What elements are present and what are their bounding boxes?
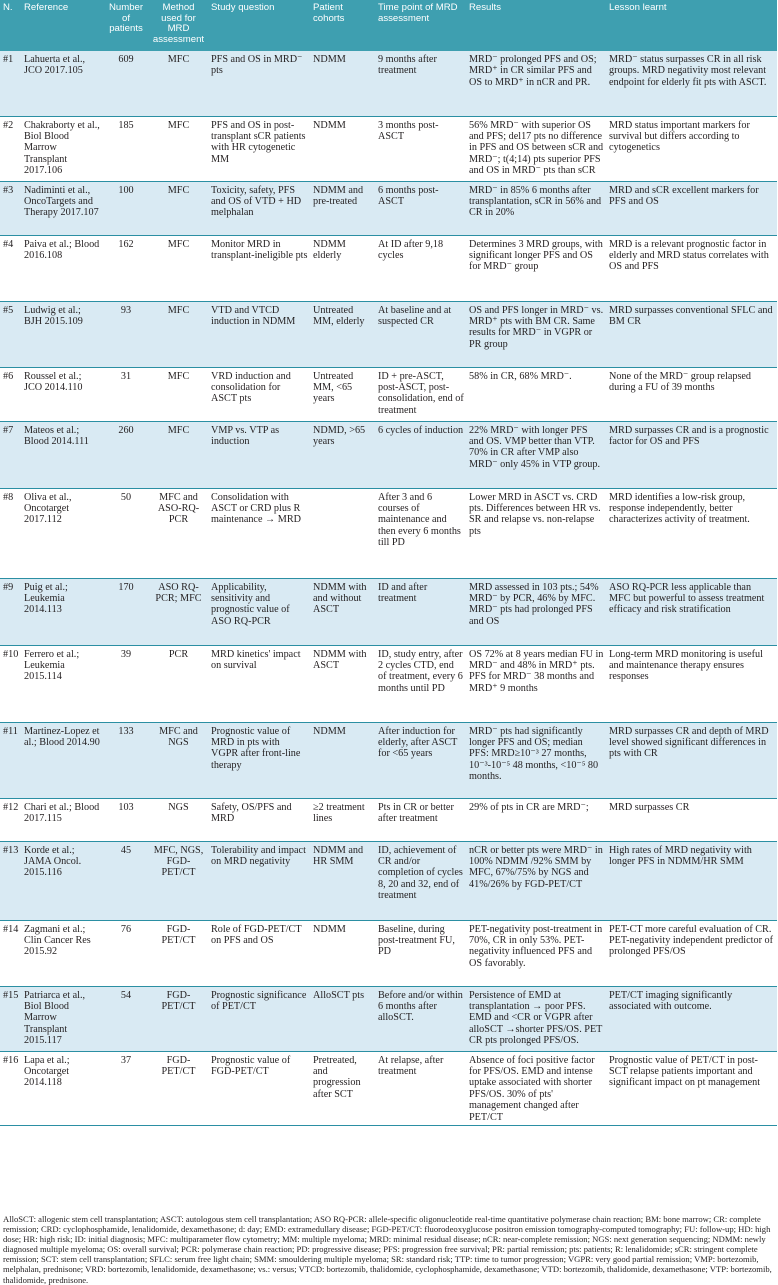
table-row — [0, 578, 777, 645]
cell-method: MFC — [148, 51, 208, 116]
cell-n: #16 — [0, 1051, 21, 1125]
cell-method: NGS — [148, 798, 208, 841]
cell-question: PFS and OS in MRD⁻ pts — [208, 51, 310, 116]
cell-lesson: High rates of MRD negativity with longer PFS in NDMM/HR SMM — [606, 841, 777, 920]
cell-method: FGD-PET/CT — [148, 986, 208, 1051]
table-row — [0, 116, 777, 181]
header-method: Method used for MRD assessment — [148, 0, 208, 51]
cell-time: Baseline, during post-treatment FU, PD — [375, 920, 466, 986]
cell-n: #1 — [0, 51, 21, 116]
cell-time: 6 months post-ASCT — [375, 181, 466, 235]
cell-n: #7 — [0, 421, 21, 488]
cell-results: OS 72% at 8 years median FU in MRD⁻ and 48% in MRD⁺ pts. PFS for MRD⁻ 38 months and MRD⁺ 9 months — [466, 645, 606, 722]
cell-patients: 45 — [103, 841, 148, 920]
cell-lesson: MRD surpasses CR — [606, 798, 777, 841]
cell-results: nCR or better pts were MRD⁻ in 100% NDMM /92% SMM by MFC, 67%/75% by NGS and 41%/26% by FGD-PET/CT — [466, 841, 606, 920]
cell-method: PCR — [148, 645, 208, 722]
cell-lesson: MRD status important markers for survival but differs according to cytogenetics — [606, 116, 777, 181]
cell-method: MFC — [148, 367, 208, 421]
cell-reference: Lahuerta et al., JCO 2017.105 — [21, 51, 103, 116]
cell-results: MRD⁻ in 85% 6 months after transplantation, sCR in 56% and CR in 20% — [466, 181, 606, 235]
cell-reference: Lapa et al.; Oncotarget 2014.118 — [21, 1051, 103, 1125]
cell-reference: Chakraborty et al., Biol Blood Marrow Transplant 2017.106 — [21, 116, 103, 181]
cell-question: Consolidation with ASCT or CRD plus R maintenance → MRD — [208, 488, 310, 578]
cell-reference: Puig et al.; Leukemia 2014.113 — [21, 578, 103, 645]
cell-reference: Mateos et al.; Blood 2014.111 — [21, 421, 103, 488]
cell-patients: 133 — [103, 722, 148, 798]
cell-cohorts: NDMM with and without ASCT — [310, 578, 375, 645]
cell-time: ID and after treatment — [375, 578, 466, 645]
cell-n: #3 — [0, 181, 21, 235]
cell-method: FGD-PET/CT — [148, 1051, 208, 1125]
cell-patients: 76 — [103, 920, 148, 986]
header-n: N. — [0, 0, 21, 51]
header-row — [0, 0, 777, 51]
cell-lesson: Long-term MRD monitoring is useful and maintenance therapy ensures responses — [606, 645, 777, 722]
cell-reference: Nadiminti et al., OncoTargets and Therapy 2017.107 — [21, 181, 103, 235]
cell-lesson: MRD and sCR excellent markers for PFS and OS — [606, 181, 777, 235]
cell-n: #12 — [0, 798, 21, 841]
cell-method: FGD-PET/CT — [148, 920, 208, 986]
cell-question: VMP vs. VTP as induction — [208, 421, 310, 488]
cell-question: Prognostic significance of PET/CT — [208, 986, 310, 1051]
cell-n: #4 — [0, 235, 21, 301]
table-row — [0, 1051, 777, 1125]
cell-results: MRD⁻ prolonged PFS and OS; MRD⁺ in CR similar PFS and OS to MRD⁺ in nCR and PR. — [466, 51, 606, 116]
cell-n: #11 — [0, 722, 21, 798]
cell-cohorts: NDMM — [310, 51, 375, 116]
cell-question: Monitor MRD in transplant-ineligible pts — [208, 235, 310, 301]
cell-method: MFC, NGS, FGD-PET/CT — [148, 841, 208, 920]
cell-cohorts: Untreated MM, elderly — [310, 301, 375, 367]
cell-method: MFC — [148, 421, 208, 488]
cell-n: #5 — [0, 301, 21, 367]
cell-n: #9 — [0, 578, 21, 645]
cell-results: MRD⁻ pts had significantly longer PFS and OS; median PFS: MRD≥10⁻³ 27 months, 10⁻³-10⁻⁵ 48 months, <10⁻⁵ 80 months. — [466, 722, 606, 798]
cell-results: MRD assessed in 103 pts.; 54% MRD⁻ by PCR, 46% by MFC. MRD⁻ pts had prolonged PFS and OS — [466, 578, 606, 645]
cell-patients: 170 — [103, 578, 148, 645]
cell-patients: 260 — [103, 421, 148, 488]
cell-time: ID + pre-ASCT, post-ASCT, post-consolidation, end of treatment — [375, 367, 466, 421]
cell-n: #6 — [0, 367, 21, 421]
cell-time: After induction for elderly, after ASCT for <65 years — [375, 722, 466, 798]
cell-question: MRD kinetics' impact on survival — [208, 645, 310, 722]
cell-reference: Ludwig et al.; BJH 2015.109 — [21, 301, 103, 367]
header-cohorts: Patient cohorts — [310, 0, 375, 51]
cell-patients: 39 — [103, 645, 148, 722]
cell-cohorts: Untreated MM, <65 years — [310, 367, 375, 421]
cell-method: MFC — [148, 116, 208, 181]
cell-time: Pts in CR or better after treatment — [375, 798, 466, 841]
cell-lesson: MRD⁻ status surpasses CR in all risk groups. MRD negativity most relevant endpoint for elderly fit pts with ASCT. — [606, 51, 777, 116]
cell-question: Prognostic value of FGD-PET/CT — [208, 1051, 310, 1125]
table-row — [0, 235, 777, 301]
cell-n: #8 — [0, 488, 21, 578]
cell-question: VRD induction and consolidation for ASCT pts — [208, 367, 310, 421]
header-question: Study question — [208, 0, 310, 51]
cell-method: MFC — [148, 235, 208, 301]
cell-lesson: PET-CT more careful evaluation of CR. PET-negativity independent predictor of prolonged PFS/OS — [606, 920, 777, 986]
cell-results: Lower MRD in ASCT vs. CRD pts. Differences between HR vs. SR and relapse vs. non-relapse pts — [466, 488, 606, 578]
cell-results: Determines 3 MRD groups, with significant longer PFS and OS for MRD⁻ group — [466, 235, 606, 301]
cell-patients: 609 — [103, 51, 148, 116]
header-reference: Reference — [21, 0, 103, 51]
cell-patients: 93 — [103, 301, 148, 367]
cell-n: #2 — [0, 116, 21, 181]
cell-time: At ID after 9,18 cycles — [375, 235, 466, 301]
table-row — [0, 722, 777, 798]
cell-n: #10 — [0, 645, 21, 722]
cell-lesson: MRD surpasses CR and depth of MRD level showed significant differences in pts with CR — [606, 722, 777, 798]
table-row — [0, 421, 777, 488]
cell-cohorts: NDMM — [310, 116, 375, 181]
table-body — [0, 51, 777, 1125]
cell-method: MFC — [148, 181, 208, 235]
cell-lesson: Prognostic value of PET/CT in post-SCT relapse patients important and significant impact on pt management — [606, 1051, 777, 1125]
cell-question: Prognostic value of MRD in pts with VGPR after front-line therapy — [208, 722, 310, 798]
cell-results: Absence of foci positive factor for PFS/OS. EMD and intense uptake associated with shorter PFS/OS. 30% of pts' management changed after PET/CT — [466, 1051, 606, 1125]
cell-method: MFC and ASO-RQ-PCR — [148, 488, 208, 578]
table-row — [0, 367, 777, 421]
cell-cohorts: AlloSCT pts — [310, 986, 375, 1051]
cell-cohorts: NDMM with ASCT — [310, 645, 375, 722]
cell-lesson: MRD surpasses conventional SFLC and BM CR — [606, 301, 777, 367]
header-lesson: Lesson learnt — [606, 0, 777, 51]
cell-time: 3 months post-ASCT — [375, 116, 466, 181]
cell-lesson: MRD surpasses CR and is a prognostic factor for OS and PFS — [606, 421, 777, 488]
cell-patients: 162 — [103, 235, 148, 301]
table-row — [0, 301, 777, 367]
cell-reference: Chari et al.; Blood 2017.115 — [21, 798, 103, 841]
header-results: Results — [466, 0, 606, 51]
cell-question: Tolerability and impact on MRD negativity — [208, 841, 310, 920]
cell-question: Safety, OS/PFS and MRD — [208, 798, 310, 841]
cell-results: 56% MRD⁻ with superior OS and PFS; del17 pts no difference in PFS and OS between sCR and MRD⁻; t(4;14) pts superior PFS and OS in MRD⁻ pts than sCR — [466, 116, 606, 181]
cell-time: ID, study entry, after 2 cycles CTD, end of treatment, every 6 months until PD — [375, 645, 466, 722]
cell-cohorts: Pretreated, and progression after SCT — [310, 1051, 375, 1125]
cell-results: Persistence of EMD at transplantation → poor PFS. EMD and <CR or VGPR after alloSCT →shorter PFS/OS. PET CR pts prolonged PFS/OS. — [466, 986, 606, 1051]
cell-cohorts — [310, 488, 375, 578]
table-row — [0, 798, 777, 841]
abbreviations-footnote: AlloSCT: allogenic stem cell transplantation; ASCT: autologous stem cell transplantation; ASO RQ-PCR: allele-specific oligonucleotide real-time quantitative polymerase chain reaction; BM: bone marrow; CR: complete remission; CRD: cyclophosphamide, lenalidomide, dexamethasone; d: day; EMD: extramedullary disease; FGD-PET/CT: fluorodeoxyglucose positron emission tomography-computed tomography; FU: follow-up; HD: high dose; HR: high risk; ID: initial diagnosis; MFC: multiparameter flow cytometry; MM: multiple myeloma; MRD: minimal residual disease; nCR: near-complete remission; NGS: next generation sequencing; NDMM: newly diagnosed multiple myeloma; OS: overall survival; PCR: polymerase chain reaction; PD: progressive disease; PFS: progression free survival; PR: partial remission; pts: patients; R: lenalidomide; sCR: stringent complete remission; SCT: stem cell transplantation; SFLC: serum free light chain; SMM: smouldering multiple myeloma; SR: standard risk; TTP: time to tumor progression; VGPR: very good partial remission; VMP: bortezomib, melphalan, prednisone; VRD: bortezomib, lenalidomide, dexamethasone; vs.: versus; VTCD: bortezomib, thalidomide, cyclophosphamide, dexamethasone; VTD: bortezomib, thalidomide, dexamethasone; VTP: bortezomib, thalidomide, prednisone. — [3, 1214, 772, 1285]
cell-cohorts: NDMM and pre-treated — [310, 181, 375, 235]
cell-reference: Roussel et al.; JCO 2014.110 — [21, 367, 103, 421]
cell-reference: Martinez-Lopez et al.; Blood 2014.90 — [21, 722, 103, 798]
cell-cohorts: NDMM elderly — [310, 235, 375, 301]
cell-patients: 100 — [103, 181, 148, 235]
cell-question: Toxicity, safety, PFS and OS of VTD + HD melphalan — [208, 181, 310, 235]
cell-lesson: ASO RQ-PCR less applicable than MFC but powerful to assess treatment efficacy and risk stratification — [606, 578, 777, 645]
cell-patients: 103 — [103, 798, 148, 841]
cell-question: PFS and OS in post-transplant sCR patients with HR cytogenetic MM — [208, 116, 310, 181]
cell-cohorts: NDMM — [310, 722, 375, 798]
cell-lesson: None of the MRD⁻ group relapsed during a FU of 39 months — [606, 367, 777, 421]
cell-lesson: PET/CT imaging significantly associated with outcome. — [606, 986, 777, 1051]
cell-method: MFC and NGS — [148, 722, 208, 798]
cell-reference: Oliva et al., Oncotarget 2017.112 — [21, 488, 103, 578]
cell-patients: 31 — [103, 367, 148, 421]
cell-reference: Korde et al.; JAMA Oncol. 2015.116 — [21, 841, 103, 920]
cell-method: ASO RQ-PCR; MFC — [148, 578, 208, 645]
cell-results: 22% MRD⁻ with longer PFS and OS. VMP better than VTP. 70% in CR after VMP also MRD⁻ only 45% in VTP group. — [466, 421, 606, 488]
cell-n: #15 — [0, 986, 21, 1051]
cell-time: After 3 and 6 courses of maintenance and then every 6 months till PD — [375, 488, 466, 578]
cell-time: 9 months after treatment — [375, 51, 466, 116]
cell-cohorts: NDMD, >65 years — [310, 421, 375, 488]
header-patients: Number of patients — [103, 0, 148, 51]
cell-lesson: MRD is a relevant prognostic factor in elderly and MRD status correlates with OS and PFS — [606, 235, 777, 301]
table-row — [0, 986, 777, 1051]
cell-time: At relapse, after treatment — [375, 1051, 466, 1125]
cell-question: Applicability, sensitivity and prognostic value of ASO RQ-PCR — [208, 578, 310, 645]
table-row — [0, 841, 777, 920]
cell-results: 58% in CR, 68% MRD⁻. — [466, 367, 606, 421]
cell-n: #14 — [0, 920, 21, 986]
cell-method: MFC — [148, 301, 208, 367]
cell-patients: 50 — [103, 488, 148, 578]
cell-time: Before and/or within 6 months after alloSCT. — [375, 986, 466, 1051]
cell-cohorts: NDMM — [310, 920, 375, 986]
cell-lesson: MRD identifies a low-risk group, response independently, better characterizes activity of treatment. — [606, 488, 777, 578]
cell-patients: 185 — [103, 116, 148, 181]
cell-reference: Paiva et al.; Blood 2016.108 — [21, 235, 103, 301]
cell-reference: Zagmani et al.; Clin Cancer Res 2015.92 — [21, 920, 103, 986]
table-row — [0, 920, 777, 986]
table-row — [0, 181, 777, 235]
cell-patients: 54 — [103, 986, 148, 1051]
header-time: Time point of MRD assessment — [375, 0, 466, 51]
table-row — [0, 645, 777, 722]
table-row — [0, 488, 777, 578]
cell-results: OS and PFS longer in MRD⁻ vs. MRD⁺ pts with BM CR. Same results for MRD⁻ in VGPR or PR group — [466, 301, 606, 367]
cell-time: 6 cycles of induction — [375, 421, 466, 488]
cell-question: VTD and VTCD induction in NDMM — [208, 301, 310, 367]
cell-results: PET-negativity post-treatment in 70%, CR in only 53%. PET-negativity influenced PFS and OS favorably. — [466, 920, 606, 986]
cell-time: At baseline and at suspected CR — [375, 301, 466, 367]
cell-cohorts: NDMM and HR SMM — [310, 841, 375, 920]
cell-question: Role of FGD-PET/CT on PFS and OS — [208, 920, 310, 986]
table-row — [0, 51, 777, 116]
cell-reference: Ferrero et al.; Leukemia 2015.114 — [21, 645, 103, 722]
cell-time: ID, achievement of CR and/or completion of cycles 8, 20 and 32, end of treatment — [375, 841, 466, 920]
cell-results: 29% of pts in CR are MRD⁻; — [466, 798, 606, 841]
cell-patients: 37 — [103, 1051, 148, 1125]
cell-n: #13 — [0, 841, 21, 920]
cell-cohorts: ≥2 treatment lines — [310, 798, 375, 841]
cell-reference: Patriarca et al., Biol Blood Marrow Transplant 2015.117 — [21, 986, 103, 1051]
